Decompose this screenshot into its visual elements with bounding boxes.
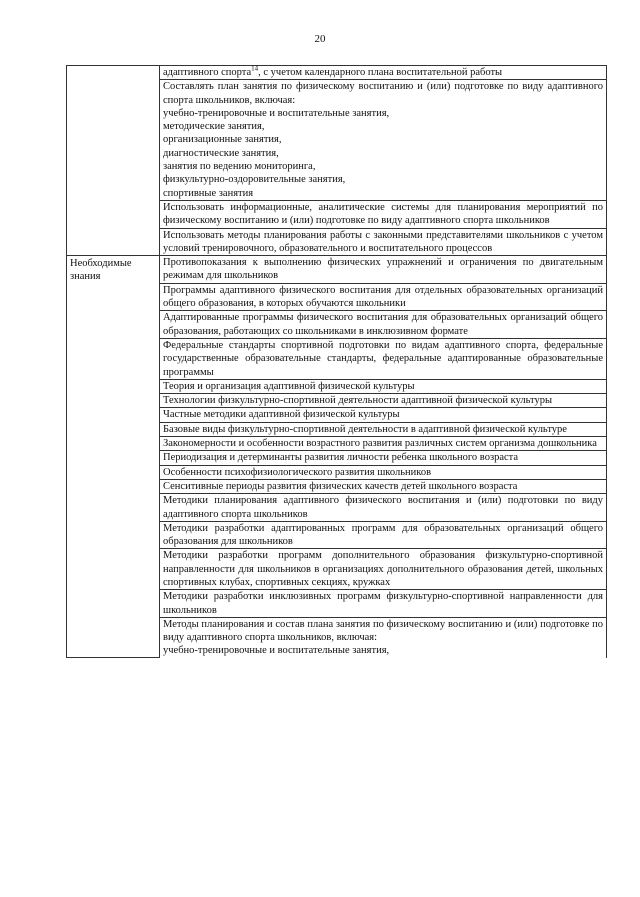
page-number: 20 <box>314 33 326 45</box>
table-row <box>67 256 607 284</box>
list-item: спортивные занятия <box>163 187 254 199</box>
knowledge-item: Теория и организация адаптивной физической культуры <box>160 379 607 393</box>
knowledge-item: Федеральные стандарты спортивной подготовки по видам адаптивного спорта, федеральные государственные образовательные стандарты, федеральные адаптированные образовательные программы <box>160 338 607 379</box>
list-item: учебно-тренировочные и воспитательные занятия, <box>163 645 390 657</box>
knowledge-item: Противопоказания к выполнению физических упражнений и ограничения по двигательным режимам для школьников <box>160 256 607 284</box>
list-item: учебно-тренировочные и воспитательные занятия, <box>163 107 390 119</box>
section-label-continuation <box>67 66 160 256</box>
knowledge-item: Сенситивные периоды развития физических качеств детей школьного возраста <box>160 479 607 493</box>
skill-item: Использовать методы планирования работы с законными представителями школьников с учетом условий тренировочного, образовательного и воспитательного процессов <box>160 228 607 256</box>
knowledge-item: Частные методики адаптивной физической культуры <box>160 408 607 422</box>
knowledge-item: Методики разработки адаптированных программ для образовательных организаций общего образования для школьников <box>160 521 607 549</box>
skill-item: Использовать информационные, аналитические системы для планирования мероприятий по физическому воспитанию и (или) подготовке по виду адаптивного спорта школьников <box>160 200 607 228</box>
knowledge-item: Методики разработки программ дополнительного образования физкультурно-спортивной направленности для школьников в организациях дополнительного образования детей, школьных спортивных клубах, спортивных секциях, кружках <box>160 549 607 590</box>
knowledge-item: Особенности психофизиологического развития школьников <box>160 465 607 479</box>
list-item: организационные занятия, <box>163 134 282 146</box>
skill-text-continued: , с учетом календарного плана воспитательной работы <box>258 67 503 78</box>
list-item: диагностические занятия, <box>163 147 279 159</box>
list-item: занятия по ведению мониторинга, <box>163 161 316 173</box>
list-item: методические занятия, <box>163 121 265 133</box>
knowledge-item: Методики планирования адаптивного физического воспитания и (или) подготовки по виду адаптивного спорта школьников <box>160 494 607 522</box>
knowledge-item: Программы адаптивного физического воспитания для отдельных образовательных организаций общего образования, в которых обучаются школьники <box>160 283 607 311</box>
skill-text: адаптивного спорта <box>163 67 252 78</box>
skill-item <box>160 66 607 80</box>
table-row <box>67 66 607 80</box>
knowledge-item: Периодизация и детерминанты развития личности ребенка школьного возраста <box>160 451 607 465</box>
competency-table <box>66 65 607 658</box>
knowledge-intro: Методы планирования и состав плана занятия по физическому воспитанию и (или) подготовке по виду адаптивного спорта школьников, включая: <box>163 618 603 644</box>
knowledge-item: Технологии физкультурно-спортивной деятельности адаптивной физической культуры <box>160 394 607 408</box>
footnote-marker: 14 <box>251 64 259 73</box>
knowledge-item: Закономерности и особенности возрастного развития различных систем организма дошкольника <box>160 437 607 451</box>
section-label-knowledge: Необходимые знания <box>67 256 160 658</box>
knowledge-item: Базовые виды физкультурно-спортивной деятельности в адаптивной физической культуре <box>160 422 607 436</box>
knowledge-item: Методики разработки инклюзивных программ физкультурно-спортивной направленности для школьников <box>160 590 607 618</box>
list-item: физкультурно-оздоровительные занятия, <box>163 174 346 186</box>
knowledge-item <box>160 617 607 657</box>
skill-intro: Составлять план занятия по физическому воспитанию и (или) подготовке по виду адаптивного спорта школьников, включая: <box>163 81 603 106</box>
skill-item <box>160 80 607 201</box>
knowledge-item: Адаптированные программы физического воспитания для образовательных организаций общего образования, работающих со школьниками в инклюзивном формате <box>160 311 607 339</box>
